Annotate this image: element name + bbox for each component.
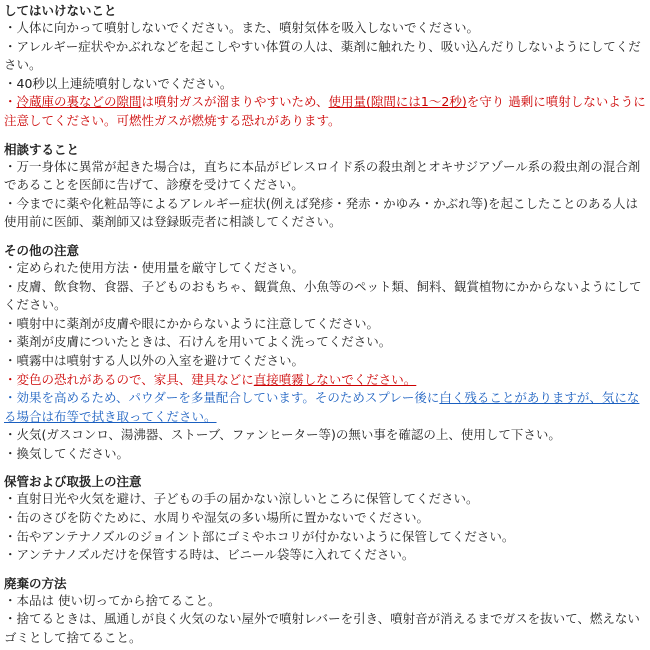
- list-item: [4, 19, 646, 38]
- section: [4, 2, 646, 131]
- underlined-text: 使用量(隙間には1～2秒): [328, 94, 467, 110]
- item-text: ・捨てるときは、風通しが良く火気のない屋外で噴射レバーを引き、噴射音が消えるまでガスを抜いて、燃えないゴミとして捨てること。: [4, 611, 640, 646]
- item-text: ・換気してください。: [4, 445, 130, 461]
- item-text: ・缶のさびを防ぐために、水周りや湿気の多い場所に置かないでください。: [4, 510, 430, 526]
- section: [4, 575, 646, 648]
- list-item: [4, 259, 646, 278]
- list-item: [4, 93, 646, 130]
- section: [4, 473, 646, 564]
- list-item: [4, 315, 646, 334]
- list-item: [4, 278, 646, 315]
- item-text: ・火気(ガスコンロ、湯沸器、ストーブ、ファンヒーター等)の無い事を確認の上、使用して下さい。: [4, 427, 561, 443]
- list-item: [4, 610, 646, 647]
- item-text: ・変色の恐れがあるので、家具、建具などに: [4, 371, 254, 387]
- list-item: [4, 528, 646, 547]
- list-item: [4, 426, 646, 445]
- section-title: 相談すること: [4, 141, 80, 157]
- item-text: ・万一身体に異常が起きた場合は，直ちに本品がピレスロイド系の殺虫剤とオキサジアゾール系の殺虫剤の混合剤であることを医師に告げて、診療を受けてください。: [4, 158, 641, 193]
- item-text: ・: [4, 94, 17, 110]
- item-text: ・缶やアンテナノズルのジョイント部にゴミやホコリが付かないように保管してください。: [4, 528, 515, 544]
- list-item: [4, 389, 646, 426]
- item-text: ・噴霧中は噴射する人以外の入室を避けてください。: [4, 352, 305, 368]
- list-item: [4, 490, 646, 509]
- item-text: ・効果を高めるため、パウダーを多量配合しています。そのためスプレー後に: [4, 390, 440, 406]
- section-title: その他の注意: [4, 242, 80, 258]
- item-text: ・皮膚、飲食物、食器、子どものおもちゃ、観賞魚、小魚等のペット類、飼料、観賞植物にかからないようにしてください。: [4, 278, 642, 313]
- list-item: [4, 333, 646, 352]
- section-title: してはいけないこと: [4, 3, 117, 18]
- list-item: [4, 592, 646, 611]
- list-item: [4, 352, 646, 371]
- list-item: [4, 158, 646, 195]
- list-item: [4, 371, 646, 390]
- item-text: ・今までに薬や化粧品等によるアレルギー症状(例えば発疹・発赤・かゆみ・かぶれ等)を起こしたことのある人は使用前に医師、薬剤師又は登録販売者に相談してください。: [4, 195, 638, 230]
- section: [4, 242, 646, 464]
- list-item: [4, 75, 646, 94]
- item-text: ・40秒以上連続噴射しないでください。: [4, 75, 233, 91]
- item-text: ・アンテナノズルだけを保管する時は、ビニール袋等に入れてください。: [4, 547, 415, 563]
- list-item: [4, 38, 646, 75]
- section-title: 廃棄の方法: [4, 575, 67, 591]
- item-text: ・アレルギー症状やかぶれなどを起こしやすい体質の人は、薬剤に触れたり、吸い込んだりしないようにしてください。: [4, 38, 641, 73]
- section: [4, 141, 646, 232]
- item-text: ・定められた使用方法・使用量を厳守してください。: [4, 259, 305, 275]
- item-text: ・薬剤が皮膚についたときは、石けんを用いてよく洗ってください。: [4, 334, 392, 350]
- item-text: は噴射ガスが溜まりやすいため、: [141, 94, 329, 110]
- item-text: ・本品は 使い切ってから捨てること。: [4, 592, 221, 608]
- list-item: [4, 546, 646, 565]
- underlined-text: 冷蔵庫の裏などの隙間: [16, 94, 142, 110]
- underlined-text: 白く残ることがありますが、気になる場合は布等で拭き取ってください。: [4, 390, 640, 424]
- underlined-text: 直接噴霧しないでください。: [253, 371, 417, 387]
- list-item: [4, 195, 646, 232]
- list-item: [4, 445, 646, 464]
- list-item: [4, 509, 646, 528]
- item-text: ・人体に向かって噴射しないでください。また、噴射気体を吸入しないでください。: [4, 20, 480, 35]
- section-title: 保管および取扱上の注意: [4, 474, 142, 490]
- item-text: ・直射日光や火気を避け、子どもの手の届かない涼しいところに保管してください。: [4, 491, 479, 507]
- item-text: ・噴射中に薬剤が皮膚や眼にかからないように注意してください。: [4, 315, 380, 331]
- item-text: を守り 過剰に噴射しないように注意してください。可燃性ガスが燃焼する恐れがあります。: [4, 94, 646, 128]
